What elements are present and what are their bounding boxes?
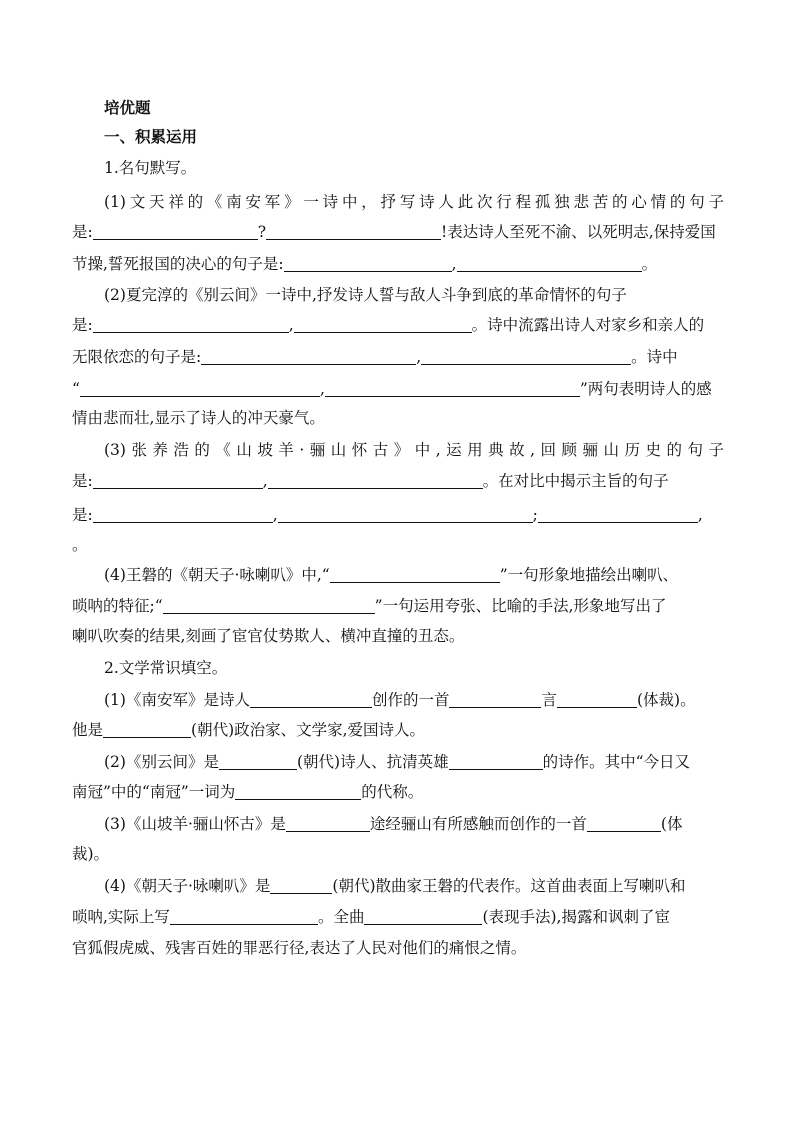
q2-p3-line2: 裁)。 (72, 845, 110, 863)
heading: 培优题 (104, 98, 151, 117)
q1-p2-line5: 情由悲而壮,显示了诗人的冲天豪气。 (72, 409, 325, 427)
answer-blank[interactable] (557, 691, 637, 708)
answer-blank[interactable] (219, 753, 297, 770)
answer-blank[interactable] (421, 348, 631, 365)
q1-p1-line3: 节操,誓死报国的决心的句子是: , 。 (72, 255, 658, 273)
q1-p4-line2: 唢呐的特征;“ ”一句运用夸张、比喻的手法,形象地写出了 (72, 597, 667, 615)
q2-p1-line1: (1)《南安军》是诗人 创作的一首 言 (体裁)。 (104, 691, 696, 709)
q1-p2-line4: “ , ”两句表明诗人的感 (72, 380, 712, 398)
q1-p2-line2: 是: , 。诗中流露出诗人对家乡和亲人的 (72, 316, 705, 334)
answer-blank[interactable] (325, 380, 580, 397)
q2-p4-line2: 唢呐,实际上写 。全曲 (表现手法),揭露和讽刺了宦 (72, 908, 670, 926)
answer-blank[interactable] (201, 348, 416, 365)
answer-blank[interactable] (270, 877, 332, 894)
answer-blank[interactable] (170, 908, 318, 925)
q1-p3-line3: 是: , ; , (72, 506, 703, 524)
answer-blank[interactable] (250, 691, 372, 708)
q1-p2-line3: 无限依恋的句子是: , 。诗中 (72, 348, 678, 366)
answer-blank[interactable] (235, 783, 361, 800)
q2-p3-line1: (3)《山坡羊·骊山怀古》是 途经骊山有所感触而创作的一首 (体 (104, 815, 683, 833)
answer-blank[interactable] (284, 255, 452, 272)
answer-blank[interactable] (330, 566, 500, 583)
q1-p4-line3: 喇叭吹奏的结果,刻画了宦官仗势欺人、横冲直撞的丑态。 (72, 627, 465, 645)
answer-blank[interactable] (103, 721, 191, 738)
answer-blank[interactable] (538, 506, 698, 523)
answer-blank[interactable] (93, 223, 258, 240)
q1-p3-line1: (3)张养浩的《山坡羊·骊山怀古》中,运用典故,回顾骊山历史的句子 (104, 441, 724, 459)
answer-blank[interactable] (587, 815, 661, 832)
answer-blank[interactable] (268, 472, 483, 489)
q1-p1-line1: (1)文天祥的《南安军》一诗中，抒写诗人此次行程孤独悲苦的心情的句子 (104, 193, 724, 211)
answer-blank[interactable] (278, 506, 533, 523)
answer-blank[interactable] (449, 691, 541, 708)
q1-p2-line1: (2)夏完淳的《别云间》一诗中,抒发诗人誓与敌人斗争到底的革命情怀的句子 (104, 286, 627, 304)
q2-p4-line1: (4)《朝天子·咏喇叭》是 (朝代)散曲家王磐的代表作。这首曲表面上写喇叭和 (104, 877, 686, 895)
q2-title: 2.文学常识填空。 (104, 659, 228, 677)
answer-blank[interactable] (286, 815, 370, 832)
q1-p3-line2: 是: , 。在对比中揭示主旨的句子 (72, 472, 669, 490)
answer-blank[interactable] (266, 223, 441, 240)
section-title: 一、积累运用 (104, 127, 198, 146)
q2-p4-line3: 官狐假虎威、残害百姓的罪恶行径,表达了人民对他们的痛恨之情。 (72, 939, 527, 957)
answer-blank[interactable] (364, 908, 482, 925)
q1-p1-line2: 是: ? !表达诗人至死不渝、以死明志,保持爱国 (72, 223, 716, 241)
answer-blank[interactable] (80, 380, 320, 397)
q1-p4-line1: (4)王磐的《朝天子·咏喇叭》中,“ ”一句形象地描绘出喇叭、 (104, 566, 679, 584)
answer-blank[interactable] (449, 753, 543, 770)
answer-blank[interactable] (93, 316, 289, 333)
q1-p3-line4: 。 (72, 536, 88, 554)
q2-p2-line1: (2)《别云间》是 (朝代)诗人、抗清英雄 的诗作。其中“今日又 (104, 753, 691, 771)
answer-blank[interactable] (93, 506, 273, 523)
answer-blank[interactable] (457, 255, 642, 272)
answer-blank[interactable] (93, 472, 263, 489)
q2-p2-line2: 南冠”中的“南冠”一词为 的代称。 (72, 783, 424, 801)
q2-p1-line2: 他是 (朝代)政治家、文学家,爱国诗人。 (72, 721, 426, 739)
answer-blank[interactable] (294, 316, 472, 333)
answer-blank[interactable] (163, 597, 375, 614)
q1-title: 1.名句默写。 (104, 159, 197, 177)
